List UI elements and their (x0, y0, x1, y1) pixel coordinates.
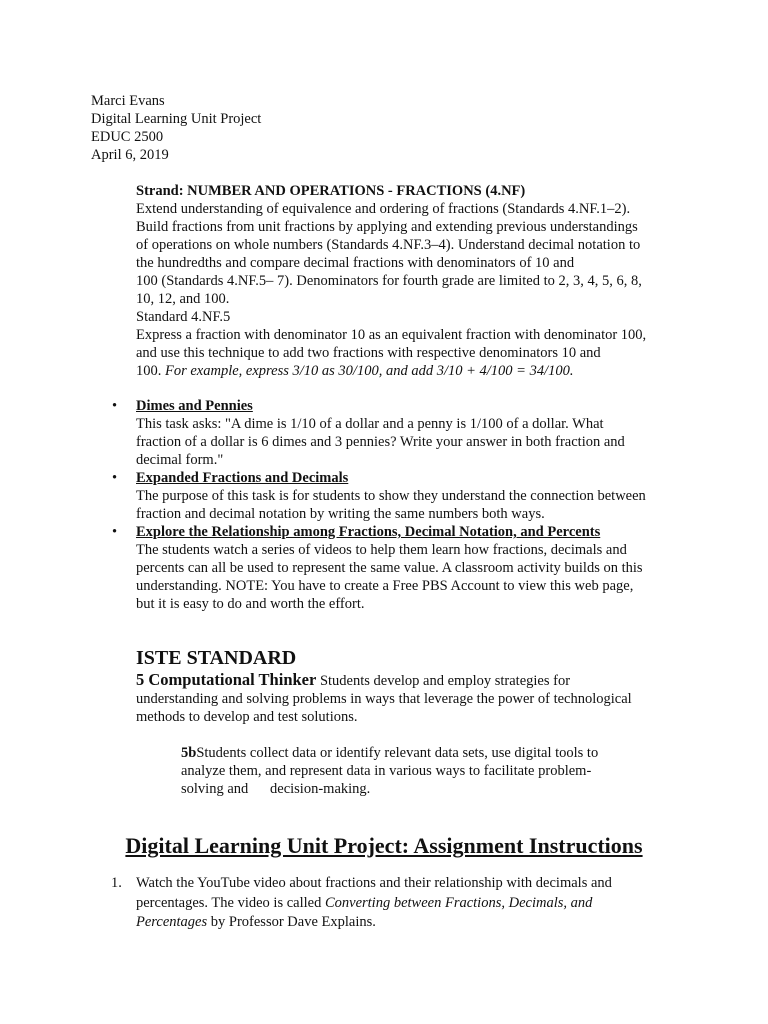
standard-code: Standard 4.NF.5 (136, 309, 231, 325)
video-title-end: Percentages (136, 914, 208, 930)
task-description: fraction and decimal notation by writing the same numbers both ways. (136, 506, 545, 522)
task-description: The purpose of this task is for students to show they understand the connection between (136, 488, 646, 504)
task-link-explore-relationship[interactable]: Explore the Relationship among Fractions, Decimal Notation, and Percents (136, 524, 601, 540)
instruction-item (111, 874, 671, 933)
strand-line: 10, 12, and 100. (136, 291, 230, 307)
iste-description (136, 671, 666, 726)
task-link-expanded-fractions[interactable]: Expanded Fractions and Decimals (136, 470, 349, 486)
strand-line: Express a fraction with denominator 10 as an equivalent fraction with denominator 100, (136, 327, 647, 343)
iste-5b-first-line (181, 744, 641, 762)
strand-line: 100 (Standards 4.NF.5– 7). Denominators for fourth grade are limited to 2, 3, 4, 5, 6, 8, (136, 273, 642, 289)
strand-section (136, 182, 676, 380)
task-description: percents can all be used to represent the same value. A classroom activity builds on this (136, 560, 643, 576)
iste-5b-line: solving and decision-making. (181, 781, 371, 797)
course-code: EDUC 2500 (91, 129, 164, 145)
instructions-heading (0, 832, 768, 860)
instructions-list (111, 874, 671, 933)
document-date: April 6, 2019 (91, 147, 169, 163)
author-name: Marci Evans (91, 93, 165, 109)
iste-5b-line: analyze them, and represent data in various ways to facilitate problem- (181, 763, 592, 779)
task-description: This task asks: "A dime is 1/10 of a dollar and a penny is 1/100 of a dollar. What (136, 416, 604, 432)
iste-desc-line: understanding and solving problems in ways that leverage the power of technological (136, 691, 632, 707)
task-item-explore-relationship (112, 523, 682, 613)
strand-example: For example, express 3/10 as 30/100, and add 3/10 + 4/100 = 34/100. (165, 363, 574, 379)
iste-5b-line: Students collect data or identify relevant data sets, use digital tools to (196, 745, 599, 761)
instruction-text: percentages. The video is called (136, 894, 325, 911)
strand-title: Strand: NUMBER AND OPERATIONS - FRACTIONS (4.NF) (136, 183, 526, 199)
iste-heading: ISTE STANDARD (136, 647, 297, 669)
iste-first-line (136, 671, 666, 690)
task-item-expanded-fractions (112, 469, 682, 523)
instructions-heading-text: Digital Learning Unit Project: Assignment Instructions (125, 833, 643, 858)
document-header (91, 92, 261, 164)
task-description: but it is easy to do and worth the effort. (136, 596, 365, 612)
task-description: understanding. NOTE: You have to create a Free PBS Account to view this web page, (136, 578, 634, 594)
strand-line: Build fractions from unit fractions by applying and extending previous understandings (136, 219, 638, 235)
strand-line: and use this technique to add two fractions with respective denominators 10 and (136, 345, 601, 361)
task-list (112, 397, 682, 613)
task-item-dimes-and-pennies (112, 397, 682, 469)
iste-desc-line: methods to develop and test solutions. (136, 709, 358, 725)
iste-desc-first: Students develop and employ strategies for (316, 673, 571, 689)
instruction-line (136, 894, 671, 914)
instruction-text: by Professor Dave Explains. (207, 914, 376, 930)
bullet-icon: • (112, 470, 118, 486)
task-description: The students watch a series of videos to help them learn how fractions, decimals and (136, 542, 627, 558)
strand-example-line (136, 362, 676, 380)
project-name: Digital Learning Unit Project (91, 111, 262, 127)
iste-subheading: 5 Computational Thinker (136, 670, 317, 689)
iste-5b-section (181, 744, 641, 798)
instruction-line: Watch the YouTube video about fractions and their relationship with decimals and (136, 875, 612, 891)
iste-5b-code: 5b (181, 745, 197, 761)
instruction-number: 1. (111, 875, 122, 891)
strand-line: of operations on whole numbers (Standards 4.NF.3–4). Understand decimal notation to (136, 237, 641, 253)
bullet-icon: • (112, 524, 118, 540)
task-description: decimal form." (136, 452, 224, 468)
task-description: fraction of a dollar is 6 dimes and 3 pennies? Write your answer in both fraction and (136, 434, 625, 450)
bullet-icon: • (112, 398, 118, 414)
video-title: Converting between Fractions, Decimals, and (324, 894, 593, 911)
strand-line-plain: 100. (136, 363, 165, 379)
strand-line: the hundredths and compare decimal fractions with denominators of 10 and (136, 255, 575, 271)
instruction-line (136, 913, 671, 933)
strand-line: Extend understanding of equivalence and ordering of fractions (Standards 4.NF.1–2). (136, 201, 631, 217)
task-link-dimes-and-pennies[interactable]: Dimes and Pennies (136, 398, 253, 414)
